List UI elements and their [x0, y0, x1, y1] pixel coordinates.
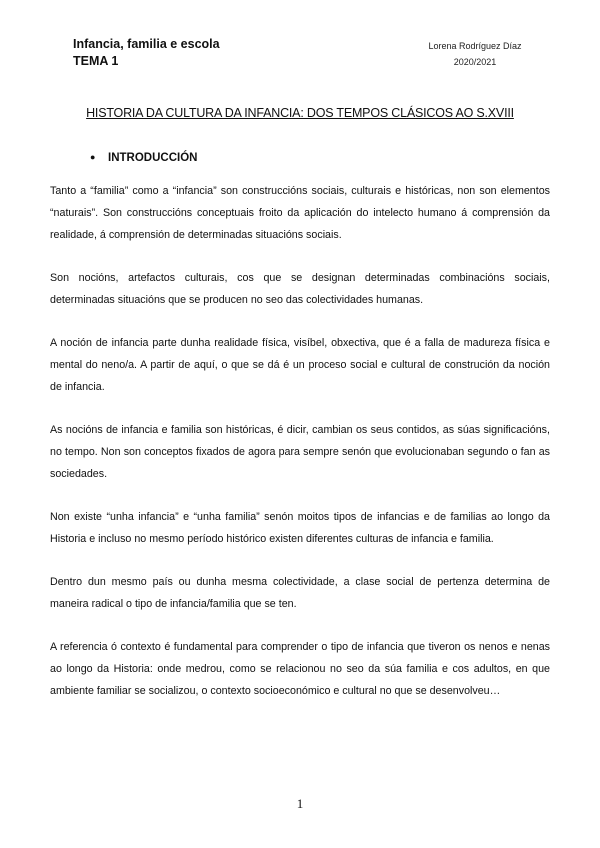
paragraph: Tanto a “familia” como a “infancia” son construccións sociais, culturais e históricas, non son elementos “naturais”. Son construccións conceptuais froito da aplicación do intelecto humano á comprensión da realidade, á comprensión de determinadas situacións sociais.: [50, 185, 550, 241]
section-heading-text: INTRODUCCIÓN: [108, 152, 198, 164]
unit-label: TEMA 1: [73, 54, 119, 68]
bullet-icon: ●: [90, 152, 96, 162]
paragraph: As nocións de infancia e familia son históricas, é dicir, cambian os seus contidos, as súas significacións, no tempo. Non son conceptos fixados de agora para sempre senón que evolucionaban segundo o fan as sociedades.: [50, 424, 550, 480]
section-heading: [90, 152, 197, 164]
paragraph: Dentro dun mesmo país ou dunha mesma colectividade, a clase social de pertenza determina de maneira radical o tipo de infancia/familia que se ten.: [50, 576, 550, 610]
document-title: HISTORIA DA CULTURA DA INFANCIA: DOS TEMPOS CLÁSICOS AO S.XVIII: [86, 106, 514, 120]
page-number: 1: [296, 796, 304, 811]
author-name: Lorena Rodríguez Díaz: [428, 41, 522, 51]
academic-year: 2020/2021: [453, 57, 497, 67]
header-right: [400, 38, 550, 70]
paragraph: Son nocións, artefactos culturais, cos que se designan determinadas combinacións sociais, determinadas situacións que se producen no seo das colectividades humanas.: [50, 272, 550, 306]
paragraph: A referencia ó contexto é fundamental para comprender o tipo de infancia que tiveron os nenos e nenas ao longo da Historia: onde medrou, como se relacionou no seo da súa familia e cos adultos, en que ambiente familiar se socializou, o contexto socioeconómico e cultural no que se desenvolveu…: [50, 641, 550, 697]
paragraph: Non existe “unha infancia” e “unha familia” senón moitos tipos de infancias e de familias ao longo da Historia e incluso no mesmo período histórico existen diferentes culturas de infancia e familia.: [50, 511, 550, 545]
course-name: Infancia, familia e escola: [73, 37, 220, 51]
header-left: [73, 36, 220, 70]
body-text: [50, 180, 550, 723]
paragraph: A noción de infancia parte dunha realidade física, visíbel, obxectiva, que é a falla de madureza física e mental do neno/a. A partir de aquí, o que se dá é un proceso social e cultural de construción da noción de infancia.: [50, 337, 550, 393]
